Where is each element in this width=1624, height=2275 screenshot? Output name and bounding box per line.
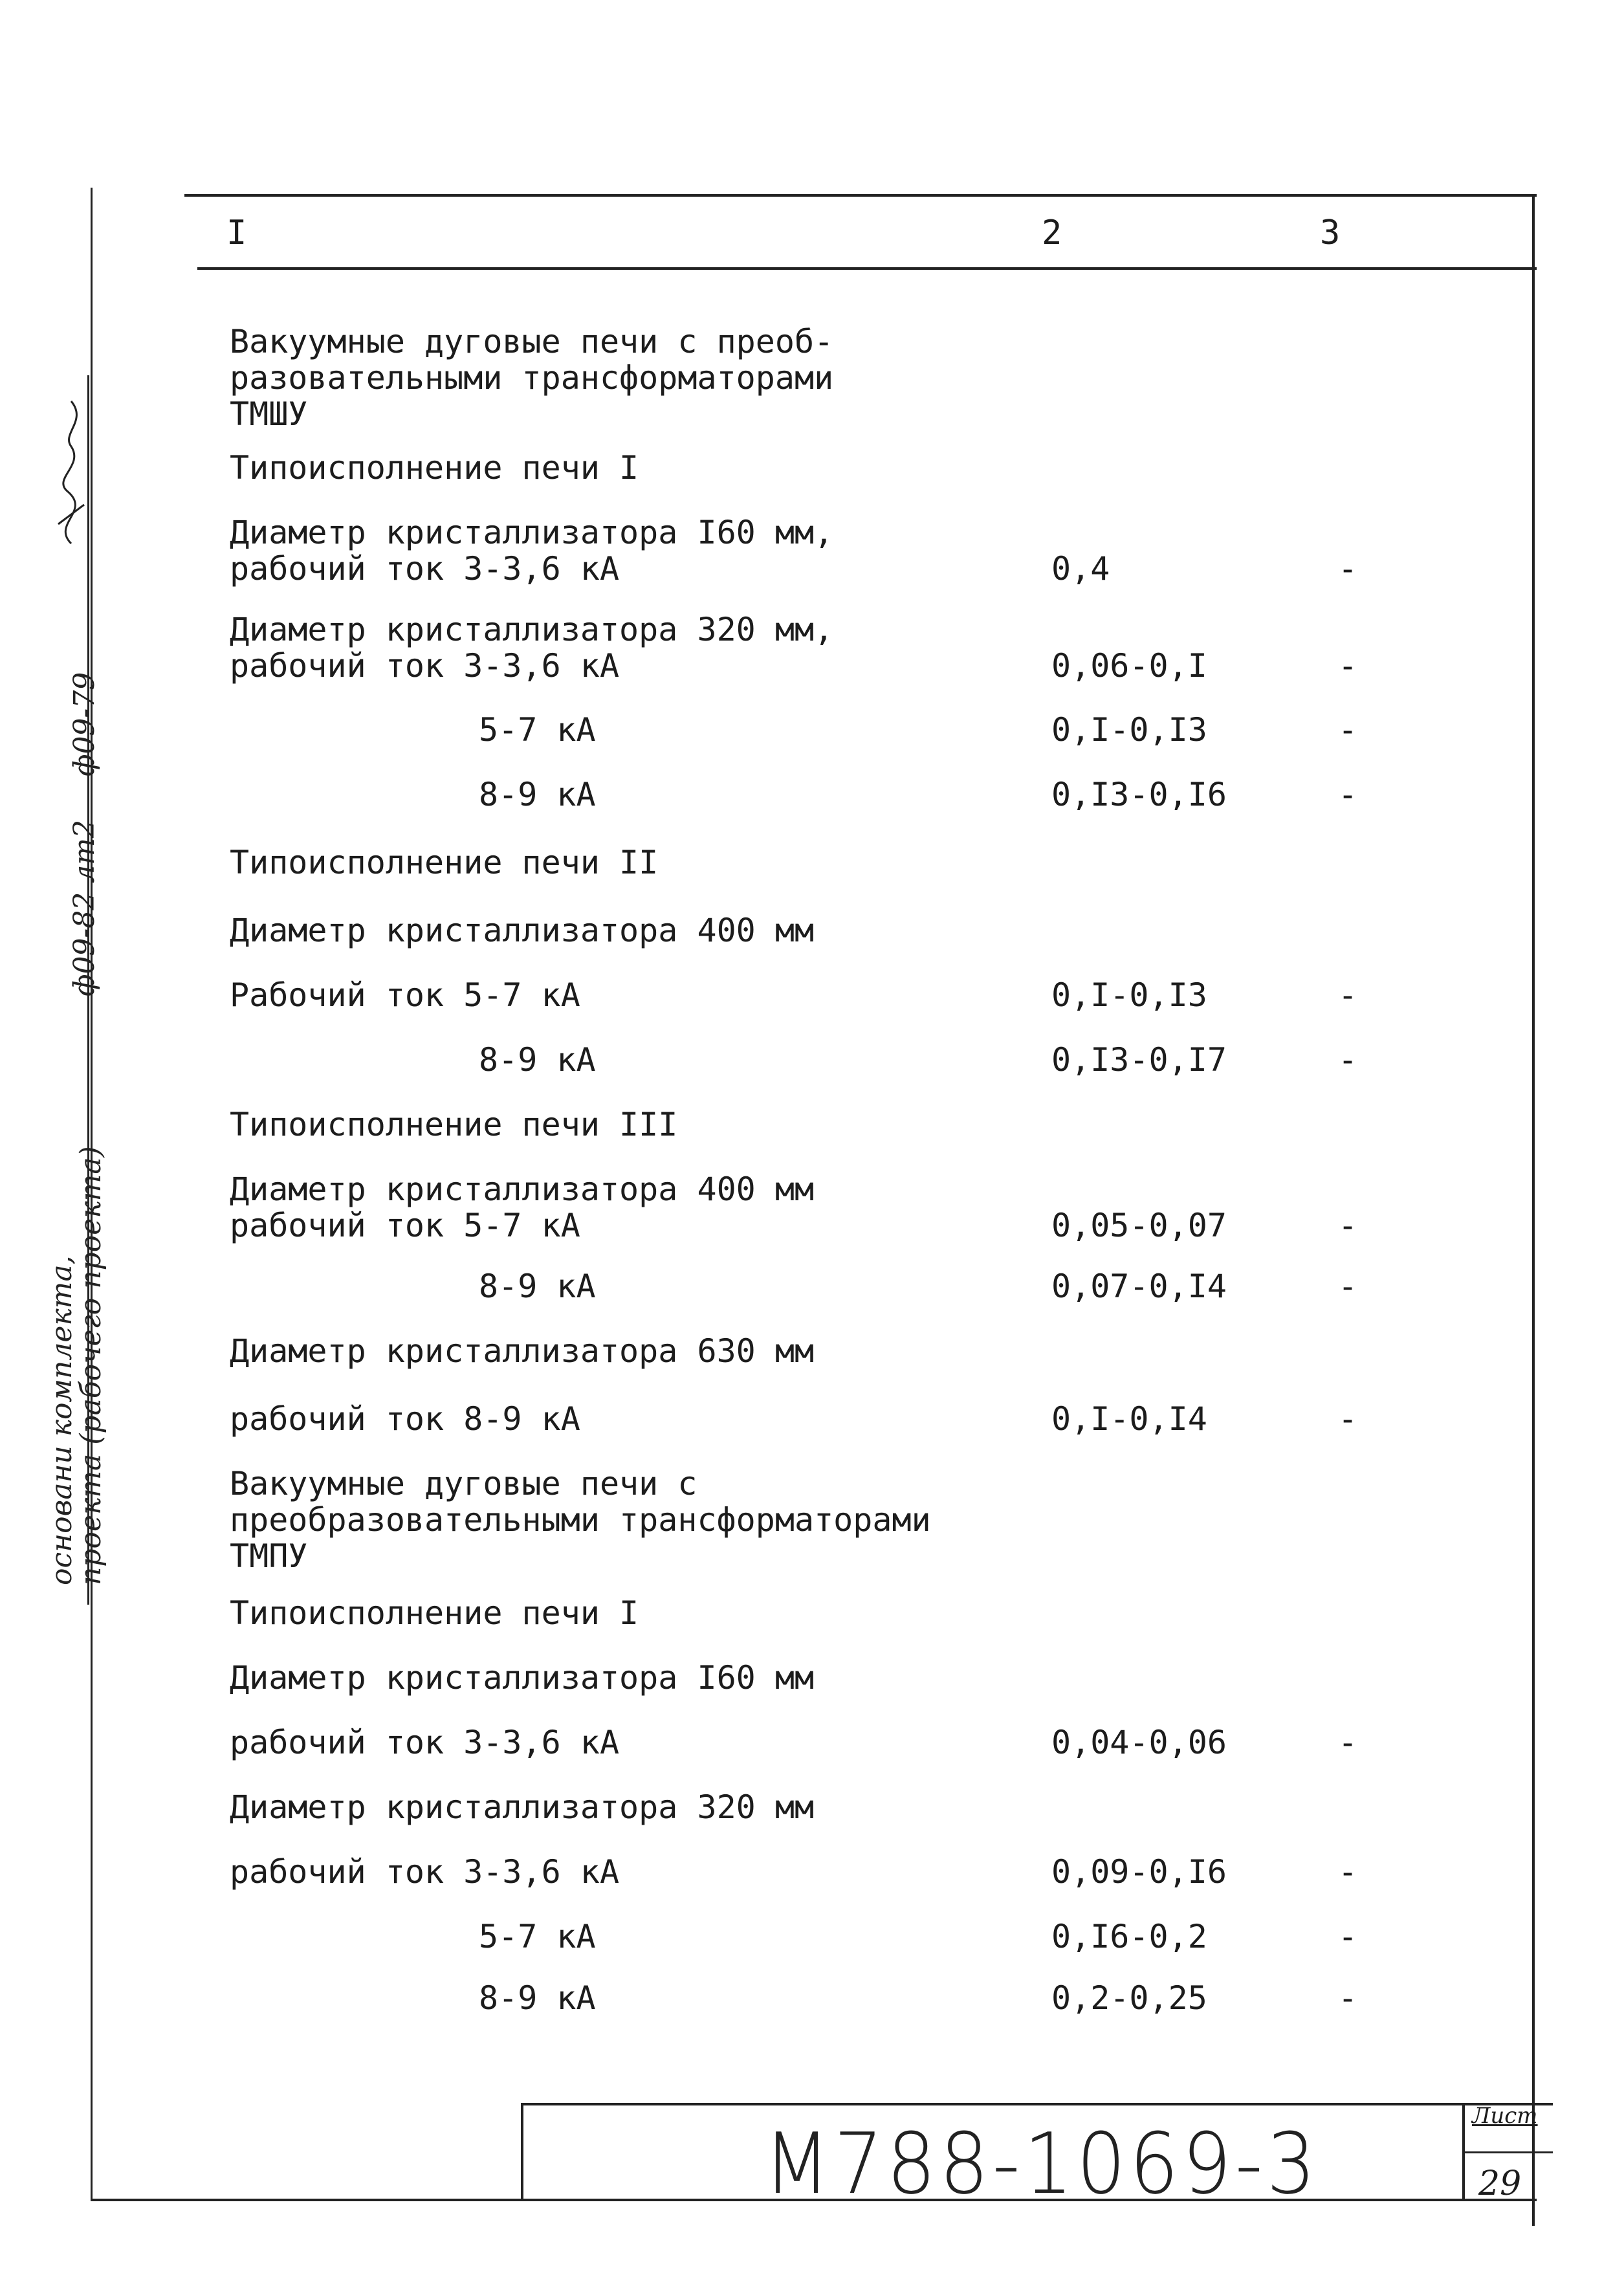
row-value-col3: - xyxy=(1338,1979,1358,2017)
row-value-col2: 0,I-0,I3 xyxy=(1051,976,1207,1014)
row-description xyxy=(479,712,596,748)
side-stamp-text-1: основани комплекта, xyxy=(45,1255,78,1585)
row-value-col3: - xyxy=(1338,1041,1358,1079)
row-description-line: ТМШУ xyxy=(230,395,308,433)
row-value-col3: - xyxy=(1338,711,1358,749)
column-header-3: 3 xyxy=(1320,214,1341,252)
table-right-border xyxy=(1532,194,1535,2226)
table-top-border xyxy=(184,194,1537,197)
column-header-1: I xyxy=(226,214,247,252)
row-description xyxy=(230,450,639,486)
row-description xyxy=(230,1333,814,1369)
row-value-col3: - xyxy=(1338,550,1358,588)
row-description xyxy=(479,1268,596,1304)
row-description xyxy=(230,1854,619,1890)
row-description-line: Диаметр кристаллизатора 400 мм xyxy=(230,912,815,949)
row-value-col3: - xyxy=(1338,1268,1358,1305)
row-description xyxy=(479,1042,596,1078)
row-value-col3: - xyxy=(1338,1207,1358,1244)
row-value-col3: - xyxy=(1338,1918,1358,1955)
side-stamp xyxy=(39,375,107,1605)
row-description xyxy=(479,1918,596,1955)
row-description xyxy=(230,1660,814,1696)
row-description-line: Диаметр кристаллизатора 400 мм xyxy=(230,1170,815,1208)
row-value-col2: 0,I-0,I3 xyxy=(1051,711,1207,749)
row-description-line: 5-7 кА xyxy=(479,711,596,749)
row-value-col3: - xyxy=(1338,1400,1358,1438)
side-stamp-text-4: ф09-79 xyxy=(68,672,101,776)
row-description-line: 8-9 кА xyxy=(479,1979,596,2017)
row-description-line: Диаметр кристаллизатора I60 мм, xyxy=(230,514,834,551)
row-value-col2: 0,09-0,I6 xyxy=(1051,1853,1227,1891)
row-value-col3: - xyxy=(1338,776,1358,813)
row-description xyxy=(230,1106,677,1143)
row-value-col2: 0,07-0,I4 xyxy=(1051,1268,1227,1305)
signature xyxy=(45,395,97,550)
row-description-line: 8-9 кА xyxy=(479,776,596,813)
document-code: М788-1069-3 xyxy=(763,2115,1319,2213)
row-description xyxy=(479,776,596,813)
row-description-line: Вакуумные дуговые печи с преоб- xyxy=(230,323,834,360)
row-value-col2: 0,2-0,25 xyxy=(1051,1979,1207,2017)
title-block-top xyxy=(521,2103,1553,2105)
row-description-line: разовательными трансформаторами xyxy=(230,359,834,397)
side-stamp-text-2: проекта (рабочего проекта) xyxy=(74,1146,107,1585)
title-block-left xyxy=(521,2103,523,2200)
row-value-col3: - xyxy=(1338,1853,1358,1891)
header-bottom-border xyxy=(197,267,1537,270)
row-description-line: Диаметр кристаллизатора 320 мм xyxy=(230,1788,815,1826)
row-description-line: преобразовательными трансформаторами xyxy=(230,1501,931,1539)
row-description-line: Типоисполнение печи I xyxy=(230,449,639,487)
row-value-col2: 0,4 xyxy=(1051,550,1110,588)
row-description xyxy=(230,514,833,587)
row-description-line: Диаметр кристаллизатора 630 мм xyxy=(230,1332,815,1370)
row-description xyxy=(230,1171,814,1244)
sheet-number: 29 xyxy=(1478,2164,1522,2203)
row-description xyxy=(230,1595,639,1631)
row-description-line: рабочий ток 3-3,6 кА xyxy=(230,647,620,685)
row-description-line: 8-9 кА xyxy=(479,1268,596,1305)
row-description-line: рабочий ток 3-3,6 кА xyxy=(230,550,620,588)
row-description-line: Диаметр кристаллизатора 320 мм, xyxy=(230,611,834,648)
row-value-col2: 0,I3-0,I7 xyxy=(1051,1041,1227,1079)
row-description xyxy=(230,1466,931,1574)
row-description xyxy=(230,844,658,881)
column-header-2: 2 xyxy=(1042,214,1062,252)
row-description xyxy=(230,324,833,432)
row-value-col2: 0,04-0,06 xyxy=(1051,1724,1227,1761)
row-description xyxy=(479,1980,596,2016)
row-value-col3: - xyxy=(1338,1724,1358,1761)
row-description-line: рабочий ток 8-9 кА xyxy=(230,1400,580,1438)
row-description-line: Типоисполнение печи III xyxy=(230,1106,678,1143)
row-description-line: рабочий ток 3-3,6 кА xyxy=(230,1724,620,1761)
row-value-col2: 0,I3-0,I6 xyxy=(1051,776,1227,813)
side-stamp-text-3: ф09-82 лт2 xyxy=(68,819,101,996)
row-description-line: Диаметр кристаллизатора I60 мм xyxy=(230,1659,815,1697)
row-description-line: Вакуумные дуговые печи с xyxy=(230,1465,697,1502)
row-description-line: Типоисполнение печи II xyxy=(230,844,659,881)
row-description-line: ТМПУ xyxy=(230,1537,308,1575)
row-value-col2: 0,I-0,I4 xyxy=(1051,1400,1207,1438)
row-value-col3: - xyxy=(1338,647,1358,685)
row-description xyxy=(230,1789,814,1825)
row-value-col2: 0,I6-0,2 xyxy=(1051,1918,1207,1955)
sheet-cell-divider xyxy=(1462,2151,1553,2153)
row-description-line: Рабочий ток 5-7 кА xyxy=(230,976,580,1014)
row-description-line: 5-7 кА xyxy=(479,1918,596,1955)
row-value-col3: - xyxy=(1338,976,1358,1014)
row-description xyxy=(230,977,580,1013)
row-description xyxy=(230,1401,580,1437)
row-description xyxy=(230,912,814,949)
row-value-col2: 0,05-0,07 xyxy=(1051,1207,1227,1244)
row-description-line: рабочий ток 3-3,6 кА xyxy=(230,1853,620,1891)
sheet-label: Лист xyxy=(1472,2103,1538,2129)
row-description-line: рабочий ток 5-7 кА xyxy=(230,1207,580,1244)
row-description-line: Типоисполнение печи I xyxy=(230,1594,639,1632)
row-description xyxy=(230,1724,619,1761)
row-value-col2: 0,06-0,I xyxy=(1051,647,1207,685)
row-description xyxy=(230,611,833,684)
row-description-line: 8-9 кА xyxy=(479,1041,596,1079)
